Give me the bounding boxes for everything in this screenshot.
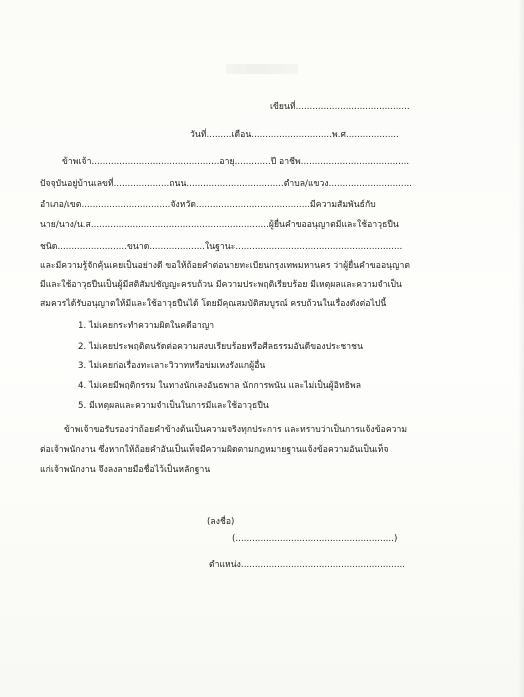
paragraph-2-line-1: ข้าพเจ้าขอรับรองว่าถ้อยคำข้างต้นเป็นความจริงทุกประการ และทราบว่าเป็นการแจ้งข้อความ xyxy=(64,425,408,435)
relation-line: นาย/นาง/น.ส................................................................ผู้ยื่นคำขออนุญาตมีและใช้อาวุธปืน xyxy=(40,220,399,230)
signature-label: (ลงชื่อ) xyxy=(207,517,235,527)
position-line: ตำแหน่ง........................................................... xyxy=(209,560,406,570)
written-at-line: เขียนที่......................................... xyxy=(270,102,410,112)
list-item-2: 2. ไม่เคยประพฤติตนรัดต่อความสงบเรียบร้อยหรือศีลธรรมอันดีของประชาชน xyxy=(78,342,363,352)
applicant-line: ข้าพเจ้า..............................................อายุ.............ปี อาชีพ....................................... xyxy=(62,157,410,167)
paragraph-1-line-2: มีและใช้อาวุธปืนเป็นผู้มีสติสัมปชัญญะครบถ้วน มีความประพฤติเรียบร้อย มีเหตุผลและความจำเป็น xyxy=(40,280,402,290)
address-line-2: อำเภอ/เขต................................จังหวัด.........................................มีความสัมพันธ์กับ xyxy=(40,200,376,210)
list-item-5: 5. มีเหตุผลและความจำเป็นในการมีและใช้อาวุธปืน xyxy=(78,401,269,411)
paragraph-2-line-2: ต่อเจ้าพนักงาน ซึ่งหากให้ถ้อยคำอันเป็นเท็จมีความผิดตามกฎหมายฐานแจ้งข้อความอันเป็นเท็จ xyxy=(40,445,389,455)
list-item-1: 1. ไม่เคยกระทำความผิดในคดีอาญา xyxy=(78,321,215,331)
address-line-1: ปัจจุบันอยู่บ้านเลขที่....................ถนน...................................ตำบล/แขวง.............................. xyxy=(40,179,413,189)
faded-header-mark xyxy=(226,64,298,74)
paragraph-1-line-1: และมีความรู้จักคุ้นเคยเป็นอย่างดี ขอให้ถ้อยคำต่อนายทะเบียนกรุงเทพมหานคร ว่าผู้ยื่นคำขออนุญาต xyxy=(40,261,410,271)
signature-line: (.........................................................) xyxy=(232,534,398,544)
scan-edge-shadow xyxy=(518,0,524,697)
date-line: วันที่.........เดือน.............................พ.ศ................... xyxy=(190,130,399,140)
gun-line: ชนิด.........................ขนาด....................ในฐานะ............................................................ xyxy=(40,242,403,252)
list-item-4: 4. ไม่เคยมีพฤติกรรม ในทางนักเลงอันธพาล นักการพนัน และไม่เป็นผู้อิทธิพล xyxy=(78,381,362,391)
paragraph-2-line-3: แก่เจ้าพนักงาน จึงลงลายมือชื่อไว้เป็นหลักฐาน xyxy=(40,465,211,475)
list-item-3: 3. ไม่เคยก่อเรื่องทะเลาะวิวาทหรือข่มเหงรังแกผู้อื่น xyxy=(78,361,266,371)
paragraph-1-line-3: สมควรได้รับอนุญาตให้มีและใช้อาวุธปืนได้ โดยมีคุณสมบัติสมบูรณ์ ครบถ้วนในเรื่องดังต่อไปนี้ xyxy=(40,299,387,309)
